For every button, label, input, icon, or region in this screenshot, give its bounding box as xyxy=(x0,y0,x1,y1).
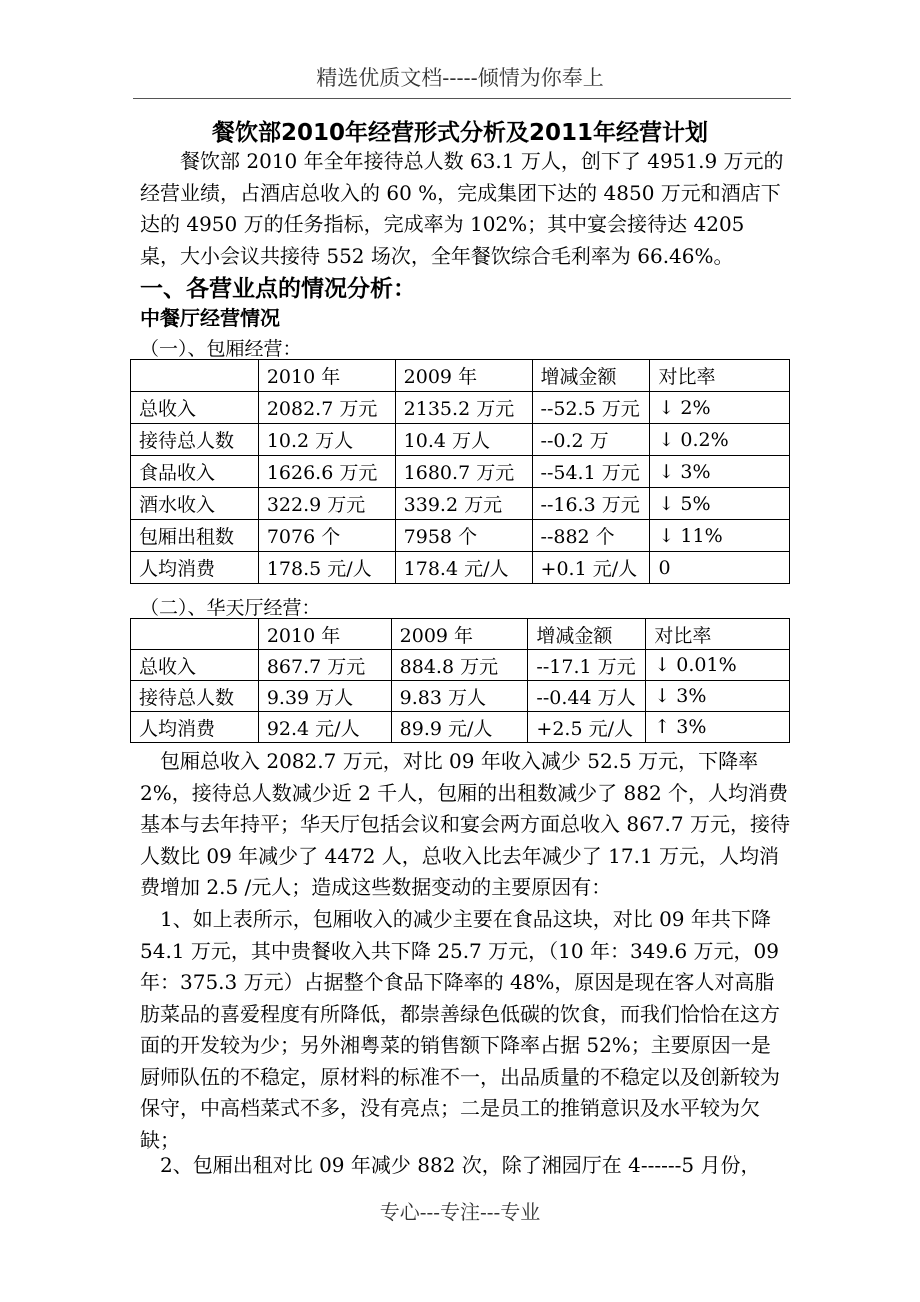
row-label-cell: 酒水收入 xyxy=(131,488,259,520)
table-cell: 7958 个 xyxy=(395,520,532,552)
table-row xyxy=(131,488,790,520)
row-label-cell: 总收入 xyxy=(131,650,259,681)
row-label-cell: 接待总人数 xyxy=(131,681,259,712)
table1-caption: （一）、包厢经营： xyxy=(140,338,302,360)
table-row xyxy=(131,712,790,743)
table-header-row xyxy=(131,619,790,650)
table-cell: 89.9 元/人 xyxy=(391,712,528,743)
table-row xyxy=(131,520,790,552)
point1-paragraph xyxy=(140,904,790,1156)
table-cell: 0 xyxy=(650,552,790,584)
header-cell: 2009 年 xyxy=(395,360,532,392)
header-cell: 增减金额 xyxy=(532,360,650,392)
table-cell: --0.44 万人 xyxy=(528,681,646,712)
table-cell: ↑ 3% xyxy=(646,712,790,743)
table-header-row xyxy=(131,360,790,392)
table-cell: ↓ 5% xyxy=(650,488,790,520)
table-cell: 178.5 元/人 xyxy=(258,552,395,584)
table-cell: --54.1 万元 xyxy=(532,456,650,488)
table-cell: 7076 个 xyxy=(258,520,395,552)
table-cell: 884.8 万元 xyxy=(391,650,528,681)
table-cell: --16.3 万元 xyxy=(532,488,650,520)
table-cell: 1680.7 万元 xyxy=(395,456,532,488)
table-cell: 10.4 万人 xyxy=(395,424,532,456)
row-label-cell: 人均消费 xyxy=(131,552,259,584)
table2-caption: （二）、华天厅经营： xyxy=(140,597,321,619)
table-cell: ↓ 11% xyxy=(650,520,790,552)
row-label-cell: 接待总人数 xyxy=(131,424,259,456)
page-footer: 专心---专注---专业 xyxy=(379,1200,541,1224)
table-row xyxy=(131,650,790,681)
analysis-text: 包厢总收入 2082.7 万元，对比 09 年收入减少 52.5 万元，下降率 2%，接待总人数减少近 2 千人，包厢的出租数减少了 882 个，人均消费基本与去年持平；华天厅包括会议和宴会两方面总收入 867.7 万元，接待人数比 09 年减少了 4472 人，总收入比去年减少了 17.1 万元，人均消费增加 2.5 /元人；造成这些数据变动的主要原因有： xyxy=(140,749,790,899)
subsection-heading: 中餐厅经营情况 xyxy=(140,306,280,330)
point2-paragraph xyxy=(140,1150,790,1182)
header-cell: 2010 年 xyxy=(258,360,395,392)
private-room-table xyxy=(130,359,790,584)
table-cell: ↓ 3% xyxy=(650,456,790,488)
row-label-cell: 食品收入 xyxy=(131,456,259,488)
table-cell: 2135.2 万元 xyxy=(395,392,532,424)
header-cell: 2009 年 xyxy=(391,619,528,650)
row-label-cell: 包厢出租数 xyxy=(131,520,259,552)
table-row xyxy=(131,456,790,488)
table-cell: 10.2 万人 xyxy=(258,424,395,456)
table-cell: +0.1 元/人 xyxy=(532,552,650,584)
header-cell: 对比率 xyxy=(646,619,790,650)
header-cell: 增减金额 xyxy=(528,619,646,650)
table-cell: 2082.7 万元 xyxy=(258,392,395,424)
page-header: 精选优质文档-----倾情为你奉上 xyxy=(316,66,604,90)
table-cell: 867.7 万元 xyxy=(258,650,391,681)
header-divider xyxy=(133,98,791,99)
table-cell: 339.2 万元 xyxy=(395,488,532,520)
intro-text: 餐饮部 2010 年全年接待总人数 63.1 万人，创下了 4951.9 万元的经营业绩，占酒店总收入的 60 %，完成集团下达的 4850 万元和酒店下达的 4950 万的任务指标，完成率为 102%；其中宴会接待达 4205 桌，大小会议共接待 552 场次，全年餐饮综合毛利率为 66.46%。 xyxy=(140,149,784,268)
document-title: 餐饮部2010年经营形式分析及2011年经营计划 xyxy=(211,120,709,146)
point1-text: 1、如上表所示，包厢收入的减少主要在食品这块，对比 09 年共下降 54.1 万元，其中贵餐收入共下降 25.7 万元，（10 年：349.6 万元，09 年：375.3 万元）占据整个食品下降率的 48%，原因是现在客人对高脂肪菜品的喜爱程度有所降低，都崇善绿色低碳的饮食，而我们恰恰在这方面的开发较为少；另外湘粤菜的销售额下降率占据 52%；主要原因一是厨师队伍的不稳定，原材料的标准不一，出品质量的不稳定以及创新较为保守，中高档菜式不多，没有亮点；二是员工的推销意识及水平较为欠缺； xyxy=(140,907,780,1152)
table-cell: 9.83 万人 xyxy=(391,681,528,712)
table-cell: 92.4 元/人 xyxy=(258,712,391,743)
table-cell: --52.5 万元 xyxy=(532,392,650,424)
analysis-paragraph xyxy=(140,746,790,904)
table-cell: 322.9 万元 xyxy=(258,488,395,520)
row-label-cell: 人均消费 xyxy=(131,712,259,743)
header-cell: 对比率 xyxy=(650,360,790,392)
table-cell: 9.39 万人 xyxy=(258,681,391,712)
table-cell: ↓ 0.01% xyxy=(646,650,790,681)
table-cell: --0.2 万 xyxy=(532,424,650,456)
point2-text: 2、包厢出租对比 09 年减少 882 次，除了湘园厅在 4------5 月份， xyxy=(160,1153,761,1177)
table-row xyxy=(131,681,790,712)
header-cell: 2010 年 xyxy=(258,619,391,650)
table-cell: --17.1 万元 xyxy=(528,650,646,681)
table-row xyxy=(131,392,790,424)
table-cell: ↓ 0.2% xyxy=(650,424,790,456)
table-cell: --882 个 xyxy=(532,520,650,552)
table-cell: ↓ 3% xyxy=(646,681,790,712)
table-cell: +2.5 元/人 xyxy=(528,712,646,743)
table-cell: 178.4 元/人 xyxy=(395,552,532,584)
table-row xyxy=(131,424,790,456)
row-label-cell: 总收入 xyxy=(131,392,259,424)
header-cell xyxy=(131,619,259,650)
table-cell: ↓ 2% xyxy=(650,392,790,424)
section-heading: 一、各营业点的情况分析： xyxy=(140,276,416,302)
huatian-hall-table xyxy=(130,618,790,743)
table-row xyxy=(131,552,790,584)
header-cell xyxy=(131,360,259,392)
table-cell: 1626.6 万元 xyxy=(258,456,395,488)
intro-paragraph xyxy=(140,146,790,272)
